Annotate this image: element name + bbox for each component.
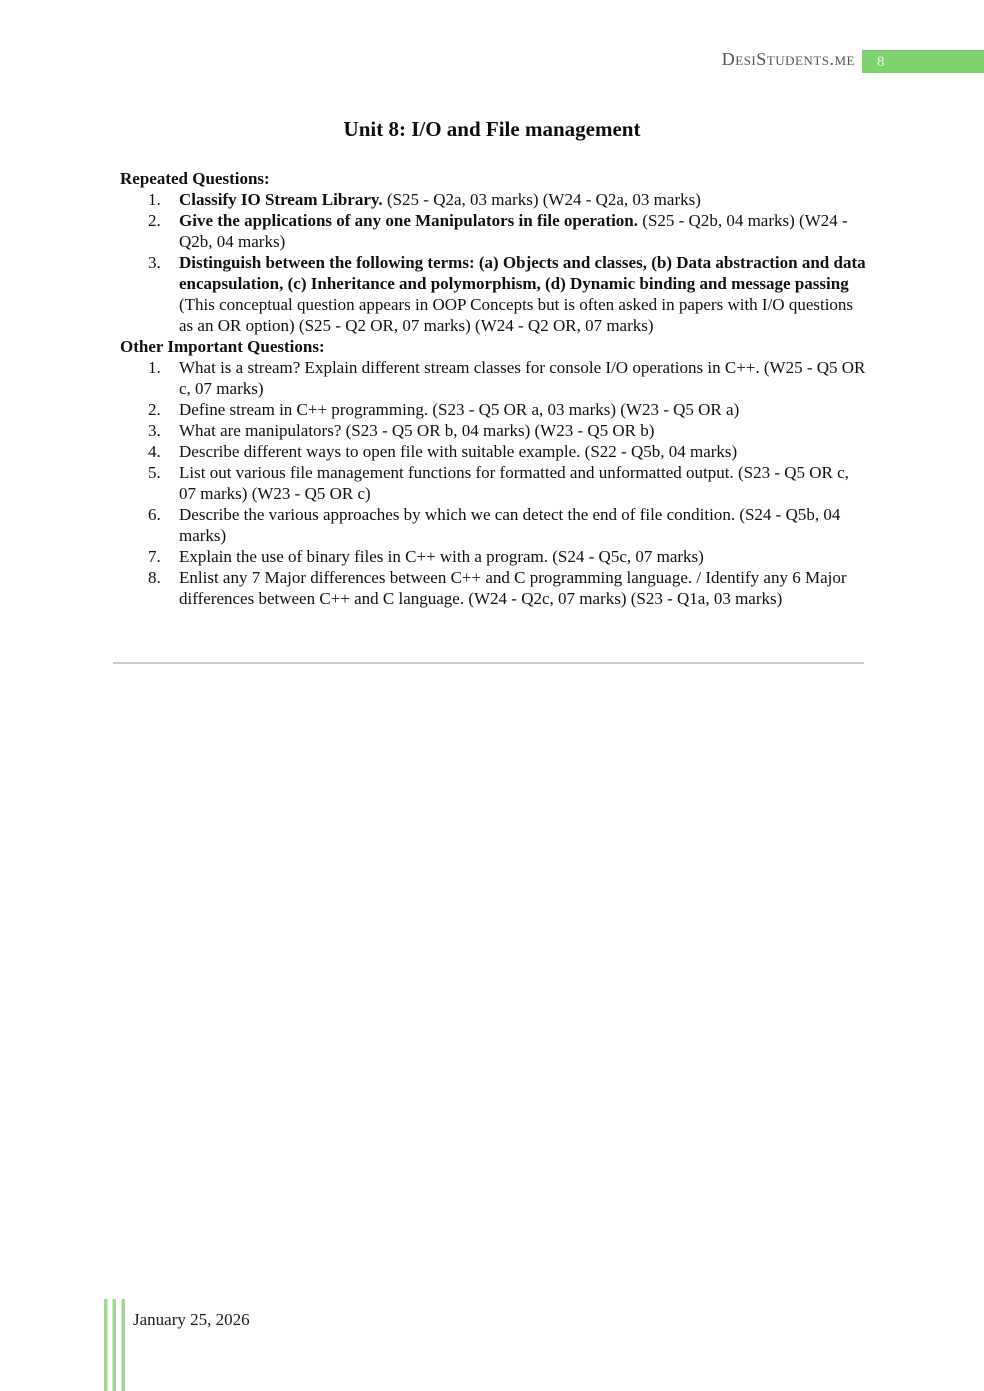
question-item [120,252,866,336]
question-item [120,441,866,462]
question-number: 4. [148,442,161,461]
question-text: What is a stream? Explain different stream classes for console I/O operations in C++. (W25 - Q5 OR c, 07 marks) [179,358,866,398]
question-item [120,210,866,252]
question-text: (This conceptual question appears in OOP Concepts but is often asked in papers with I/O questions as an OR option) (S25 - Q2 OR, 07 marks) (W24 - Q2 OR, 07 marks) [179,295,854,335]
question-item [120,462,866,504]
question-number: 7. [148,547,161,566]
question-text: Describe different ways to open file with suitable example. (S22 - Q5b, 04 marks) [179,442,738,461]
footer-accent-lines [104,1299,126,1391]
question-text: Define stream in C++ programming. (S23 - Q5 OR a, 03 marks) (W23 - Q5 OR a) [179,400,740,419]
question-number: 5. [148,463,161,482]
question-text: Explain the use of binary files in C++ with a program. (S24 - Q5c, 07 marks) [179,547,704,566]
question-text: Describe the various approaches by which we can detect the end of file condition. (S24 - Q5b, 04 marks) [179,505,841,545]
question-number: 2. [148,400,161,419]
question-number: 1. [148,190,161,209]
question-item [120,546,866,567]
question-item [120,399,866,420]
question-item [120,357,866,399]
content-area [120,168,866,609]
question-item [120,420,866,441]
question-text: List out various file management functions for formatted and unformatted output. (S23 - Q5 OR c, 07 marks) (W23 - Q5 OR c) [179,463,849,503]
question-number: 8. [148,568,161,587]
section-divider [113,662,864,664]
question-text: (S25 - Q2b, 04 marks) (W24 - Q2b, 04 marks) [179,211,848,251]
question-item [120,189,866,210]
question-number: 3. [148,253,161,272]
question-item [120,567,866,609]
question-number: 2. [148,211,161,230]
question-number: 3. [148,421,161,440]
page-number: 8 [877,54,885,70]
page-title: Unit 8: I/O and File management [343,117,641,141]
question-item [120,504,866,546]
section-heading-other: Other Important Questions: [120,337,325,356]
page-number-badge [862,50,984,73]
question-text: Enlist any 7 Major differences between C++ and C programming language. / Identify any 6 Major differences between C++ and C language. (W24 - Q2c, 07 marks) (S23 - Q1a, 03 marks) [179,568,847,608]
question-number: 6. [148,505,161,524]
footer-date: January 25, 2026 [133,1310,250,1329]
question-text-bold: Classify IO Stream Library. [179,190,383,209]
section-heading-repeated: Repeated Questions: [120,169,270,188]
question-text-bold: Distinguish between the following terms: (a) Objects and classes, (b) Data abstraction and data encapsulation, (c) Inheritance and polymorphism, (d) Dynamic binding and message passing [179,253,866,293]
question-text-bold: Give the applications of any one Manipulators in file operation. [179,211,639,230]
site-name: DesiStudents.me [721,49,855,69]
question-number: 1. [148,358,161,377]
question-text: What are manipulators? (S23 - Q5 OR b, 04 marks) (W23 - Q5 OR b) [179,421,655,440]
question-text: (S25 - Q2a, 03 marks) (W24 - Q2a, 03 marks) [382,190,701,209]
